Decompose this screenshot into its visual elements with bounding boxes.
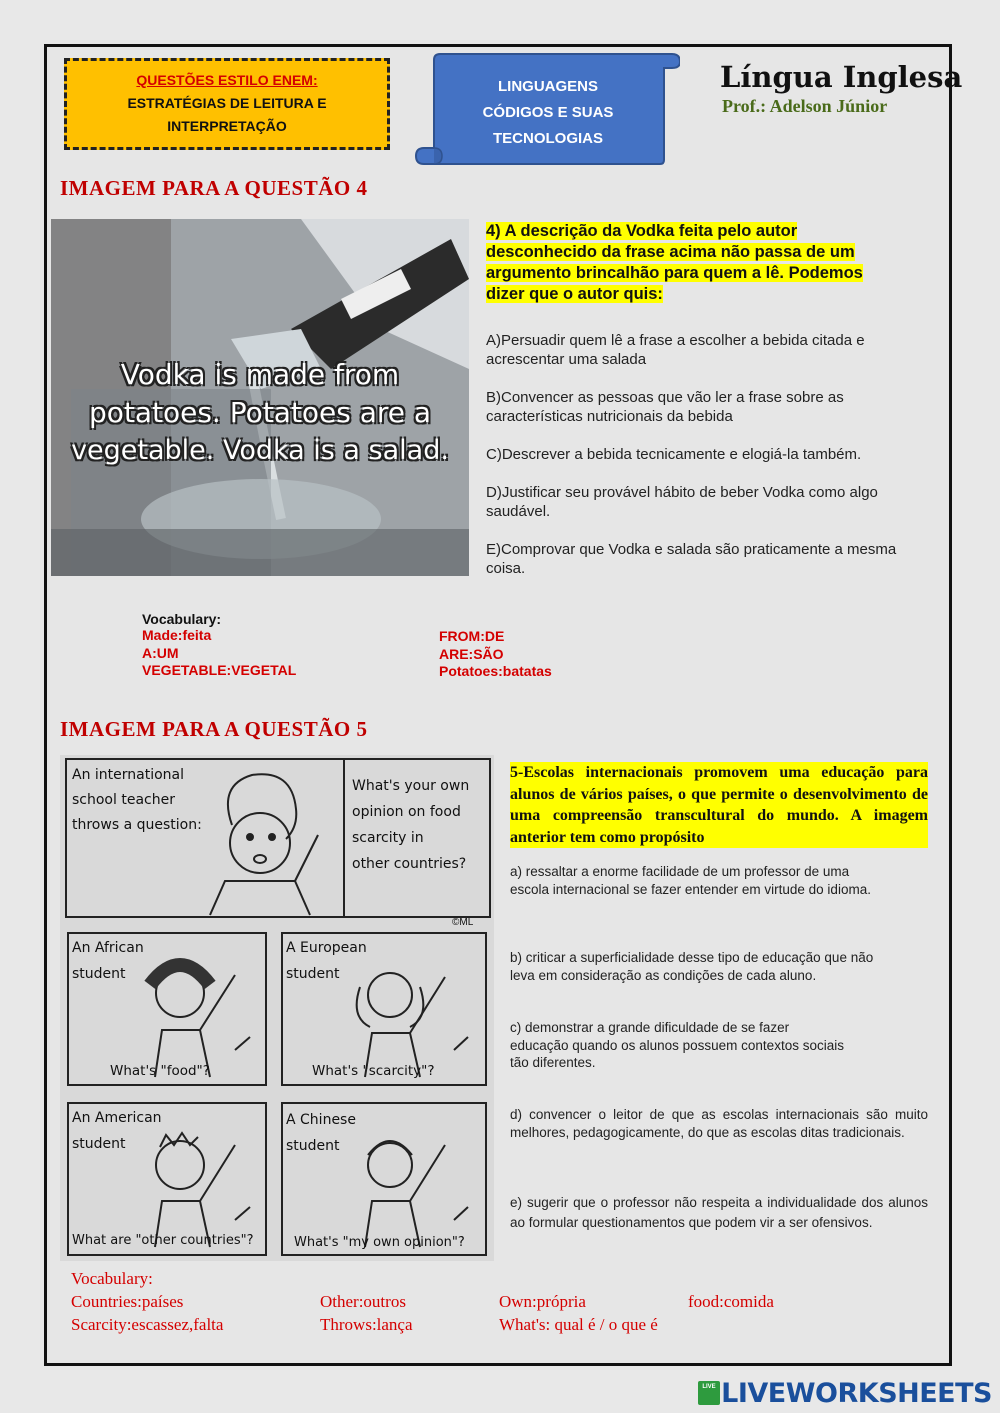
panel-label-american <box>72 1105 162 1157</box>
scroll-line-2: CÓDIGOS E SUAS <box>482 104 614 121</box>
q4-vocab-item: Made:feita <box>142 627 212 643</box>
panel-reply-african: What's "food"? <box>110 1063 210 1079</box>
teacher-caption <box>72 763 202 838</box>
q4-prompt-line-3: argumento brincalhão para quem a lê. Podemos <box>486 264 863 282</box>
enem-subtitle-2: INTERPRETAÇÃO <box>167 118 287 134</box>
q4-prompt-line-4: dizer que o autor quis: <box>486 285 663 303</box>
panel-label-line: student <box>286 1138 340 1154</box>
panel-label-line: student <box>72 966 126 982</box>
vodka-caption <box>51 356 469 470</box>
q5-option-b: b) criticar a superficialidade desse tipo de educação que não leva em consideração as condições de cada aluno. <box>510 950 874 983</box>
q4-option-d: D)Justificar seu provável hábito de beber Vodka como algo saudável. <box>486 484 878 520</box>
q4-section-title: IMAGEM PARA A QUESTÃO 4 <box>60 176 368 200</box>
q5-vocab-item: Countries:países <box>71 1292 184 1311</box>
panel-reply-american: What are "other countries"? <box>72 1233 254 1248</box>
q5-option-e: e) sugerir que o professor não respeita a individualidade dos alunos ao formular questionamentos que podem vir a ser ofensivos. <box>510 1195 928 1230</box>
vodka-caption-line-2: potatoes. Potatoes are a <box>88 396 432 429</box>
q4-prompt <box>486 221 926 305</box>
panel-label-european <box>286 935 367 987</box>
teacher-speech <box>352 773 469 877</box>
panel-reply-european: What's "scarcity"? <box>312 1063 435 1079</box>
vodka-caption-line-3: vegetable. Vodka is a salad. <box>71 435 449 466</box>
logo-badge-text: LIVE <box>702 1384 716 1390</box>
teacher-name: Prof.: Adelson Júnior <box>722 96 888 116</box>
q4-option-a: A)Persuadir quem lê a frase a escolher a bebida citada e acrescentar uma salada <box>486 332 865 368</box>
q4-question <box>486 221 926 597</box>
panel-reply-chinese: What's "my own opinion"? <box>294 1235 465 1250</box>
q5-vocab-item: Throws:lança <box>320 1315 413 1334</box>
scroll-line-1: LINGUAGENS <box>497 78 598 95</box>
q4-vocabulary <box>142 611 296 680</box>
q4-vocab-item: ARE:SÃO <box>439 645 504 662</box>
panel-label-line: A Chinese <box>286 1112 356 1128</box>
q4-vocab-item: FROM:DE <box>439 628 505 644</box>
q4-vocab-item: Potatoes:batatas <box>439 663 552 679</box>
subject-title: Língua Inglesa <box>720 60 963 94</box>
q4-vocab-item: VEGETABLE:VEGETAL <box>142 662 297 678</box>
teacher-speech-line: What's your own <box>352 778 470 794</box>
q4-vocab-title: Vocabulary: <box>142 611 222 627</box>
liveworksheets-logo[interactable]: LIVEWORKSHEETS <box>721 1378 992 1409</box>
panel-label-line: A European <box>286 940 367 956</box>
q5-vocab-item: food:comida <box>688 1292 774 1311</box>
comic-signature: ©ML <box>452 917 474 928</box>
enem-subtitle-1: ESTRATÉGIAS DE LEITURA E <box>127 95 327 111</box>
q5-prompt: 5-Escolas internacionais promovem uma educação para alunos de vários países, o que permite o desenvolvimento de uma compreensão transcultural do mundo. A imagem anterior tem como propósito <box>510 762 928 848</box>
panel-label-line: student <box>286 966 340 982</box>
q5-section-title: IMAGEM PARA A QUESTÃO 5 <box>60 717 368 741</box>
enem-title: QUESTÕES ESTILO ENEM: <box>136 72 318 88</box>
q4-vocab-item: A:UM <box>142 644 179 661</box>
liveworksheets-badge-icon <box>698 1381 720 1405</box>
teacher-speech-line: opinion on food <box>352 804 461 820</box>
teacher-speech-line: scarcity in <box>352 830 424 846</box>
q4-prompt-line-2: desconhecido da frase acima não passa de um <box>486 243 855 261</box>
q4-option-b: B)Convencer as pessoas que vão ler a frase sobre as características nutricionais da bebida <box>486 389 844 425</box>
q5-vocab-item: Scarcity:escassez,falta <box>71 1315 224 1334</box>
q5-vocab-item: What's: qual é / o que é <box>499 1315 658 1334</box>
q4-prompt-line-1: 4) A descrição da Vodka feita pelo autor <box>486 222 798 240</box>
q5-option-c: c) demonstrar a grande dificuldade de se fazer educação quando os alunos possuem contextos sociais tão diferentes. <box>510 1020 844 1070</box>
teacher-speech-line: other countries? <box>352 856 467 872</box>
teacher-caption-line: school teacher <box>72 792 175 808</box>
teacher-caption-line: throws a question: <box>72 817 202 833</box>
panel-label-chinese <box>286 1107 356 1159</box>
panel-label-line: An American <box>72 1110 162 1126</box>
q4-option-c: C)Descrever a bebida tecnicamente e elogiá-la também. <box>486 446 862 463</box>
scroll-line-3: TECNOLOGIAS <box>492 130 603 147</box>
vodka-caption-line-1: Vodka is made from <box>120 358 400 391</box>
panel-label-line: student <box>72 1136 126 1152</box>
panel-label-line: An African <box>72 940 144 956</box>
panel-label-african <box>72 935 144 987</box>
teacher-caption-line: An international <box>72 767 185 783</box>
q5-vocab-item: Other:outros <box>320 1292 406 1311</box>
q5-option-d: d) convencer o leitor de que as escolas internacionais são muito melhores, pedagogicamente, do que as escolas ditas tradicionais. <box>510 1107 928 1140</box>
q5-vocab-item: Own:própria <box>499 1292 586 1311</box>
q4-option-e: E)Comprovar que Vodka e salada são praticamente a mesma coisa. <box>486 541 897 577</box>
vodka-photo <box>51 219 469 576</box>
q5-question <box>510 762 928 1230</box>
q4-vocabulary-right <box>439 628 552 681</box>
enem-header-box <box>64 58 390 150</box>
q5-option-a: a) ressaltar a enorme facilidade de um professor de uma escola internacional se fazer entender em virtude do idioma. <box>510 864 871 897</box>
q5-vocab-title: Vocabulary: <box>71 1269 153 1288</box>
scroll-banner-text <box>430 74 666 152</box>
comic-strip <box>60 755 494 1261</box>
